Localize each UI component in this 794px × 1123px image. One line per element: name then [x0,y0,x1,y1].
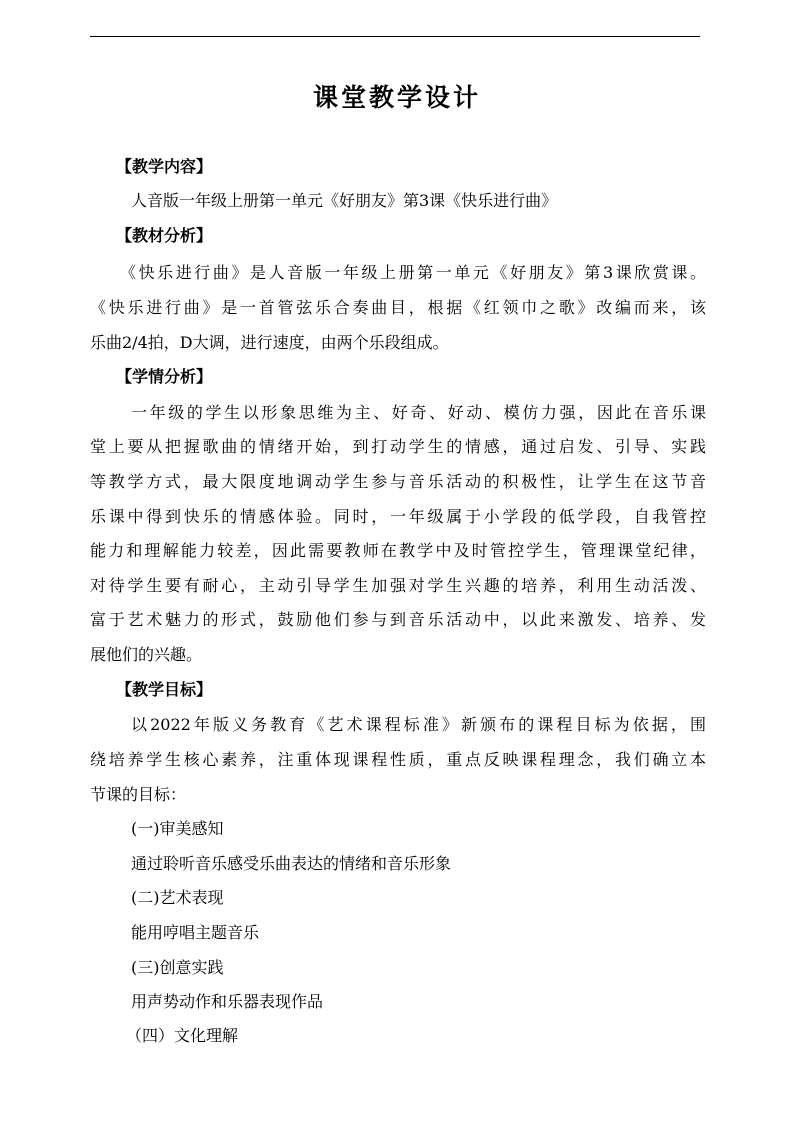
section-heading: 【教学内容】 [116,157,213,176]
header-rule [90,36,700,37]
paragraph-line: 乐课中得到快乐的情感体验。同时，一年级属于小学段的低学段，自我管控 [90,507,706,526]
paragraph-line: 乐曲2/4拍，D大调，进行速度，由两个乐段组成。 [90,333,449,352]
paragraph-line: 对待学生要有耐心，主动引导学生加强对学生兴趣的培养，利用生动活泼、 [90,576,706,595]
paragraph-line: 节课的目标： [90,785,187,804]
section-heading: 【教材分析】 [116,226,213,245]
paragraph-line: 等教学方式，最大限度地调动学生参与音乐活动的积极性，让学生在这节音 [90,472,706,491]
document-title: 课堂教学设计 [312,83,481,112]
paragraph-line: 《快乐进行曲》是人音版一年级上册第一单元《好朋友》第3课欣赏课。 [120,263,706,282]
section-heading: 【学情分析】 [116,367,213,386]
paragraph-line: 通过聆听音乐感受乐曲表达的情绪和音乐形象 [131,854,452,873]
paragraph-line: 用声势动作和乐器表现作品 [131,992,324,1011]
section-heading: 【教学目标】 [116,680,213,699]
paragraph-line: 展他们的兴趣。 [90,645,203,664]
paragraph-line: (二)艺术表现 [131,888,224,907]
paragraph-line: 以2022年版义务教育《艺术课程标准》新颁布的课程目标为依据，围 [131,715,706,734]
paragraph-line: (一)审美感知 [131,819,224,838]
paragraph-line: 能用哼唱主题音乐 [131,923,260,942]
paragraph-line: 人音版一年级上册第一单元《好朋友》第3课《快乐进行曲》 [131,191,558,210]
paragraph-line: 富于艺术魅力的形式，鼓励他们参与到音乐活动中，以此来激发、培养、发 [90,610,706,629]
paragraph-line: 能力和理解能力较差，因此需要教师在教学中及时管控学生，管理课堂纪律， [90,541,706,560]
paragraph-line: 《快乐进行曲》是一首管弦乐合奏曲目，根据《红领巾之歌》改编而来，该 [90,298,706,317]
paragraph-line: （四）文化理解 [126,1026,239,1045]
paragraph-line: 一年级的学生以形象思维为主、好奇、好动、模仿力强，因此在音乐课 [131,403,706,422]
paragraph-line: (三)创意实践 [131,958,224,977]
paragraph-line: 堂上要从把握歌曲的情绪开始，到打动学生的情感，通过启发、引导、实践 [90,437,706,456]
paragraph-line: 绕培养学生核心素养，注重体现课程性质，重点反映课程理念，我们确立本 [90,750,706,769]
